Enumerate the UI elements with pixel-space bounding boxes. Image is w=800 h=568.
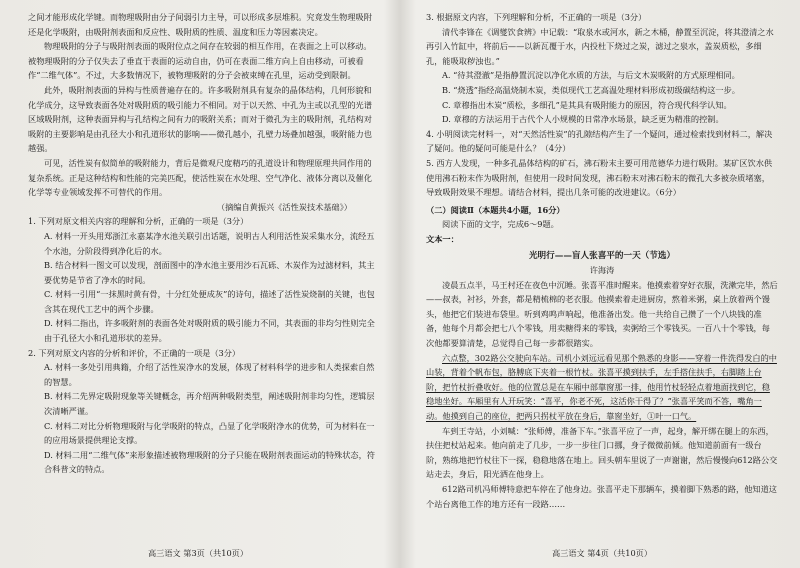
q2-option-c: C. 材料二对比分析物理吸附与化学吸附的特点，凸显了化学吸附净水的优势，可为材料在一的应用场景提供理论支撑。 [44, 420, 375, 446]
paragraph: 之间才能形成化学键。而物理吸附由分子间弱引力主导，可以形成多层堆积。究竟发生物理吸附还是化学吸附，由吸附剂表面和反应性、吸附质的性质、温度和压力等因素决定。 [28, 12, 372, 37]
text-label: 文本一： [426, 233, 459, 244]
q3-option-c: C. 章穆指出木炭“质松，多细孔”是其具有吸附能力的原因，符合现代科学认知。 [442, 99, 732, 110]
q2-option-b: B. 材料二先界定吸附现象等关键概念，再介绍两种吸附类型，阐述吸附剂非均匀性，逻辑层次清晰严谨。 [44, 391, 375, 417]
page-4-column [426, 10, 778, 511]
question-3-stem: 3. 根据原文内容，下列理解和分析，不正确的一项是（3分） [426, 12, 647, 22]
paragraph: 物理吸附的分子与吸附剂表面的吸附位点之间存在较弱的相互作用，在表面之上可以移动。被物理吸附的分子仅失去了垂直于表面的运动自由，仍可在表面二维方向上自由移动，可被看作“二维气体”。不过，大多数情况下，被物理吸附的分子会被束缚在孔里，运动受到限制。 [28, 41, 372, 81]
q1-option-c: C. 材料一引用“一抹黑时黄有骨，十分红处便成灰”的诗句，描述了活性炭烧制的关键，也包含其在现代工艺中的两个步骤。 [44, 289, 375, 314]
question-1-stem: 1. 下列对原文相关内容的理解和分析，正确的一项是（3分） [28, 216, 249, 227]
paragraph: 可见，活性炭有似简单的吸附能力，背后是微观尺度精巧的孔道设计和物理原理共同作用的复杂系统。正是这种结构和性能的完美匹配，使活性炭在水处理、空气净化、液体分离以及催化化学等专业领域发挥不可替代的作用。 [28, 157, 372, 198]
page-4 [404, 0, 800, 568]
question-2-stem: 2. 下列对原文内容的分析和评价，不正确的一项是（3分） [28, 347, 241, 358]
story-title: 光明行——盲人张喜平的一天（节选） [528, 250, 676, 261]
paragraph: 此外，吸附剂表面的异构与性质普遍存在的。许多吸附剂具有复杂的晶体结构，几何形貌和化学成分，这导致表面各处对吸附质的吸引能力不相同。对于以天然、中孔为主或以孔型的光谱区域吸附剂，这种表面异构与孔结构之间有力的吸附关系；而对于微孔为主的吸附剂，孔结构对吸附的主要影响是由孔径大小和孔道形状的影响——微孔越小，孔壁力场叠加越强，吸附能力也越强。 [28, 84, 372, 154]
story-author: 许海涛 [589, 265, 615, 276]
q3-option-a: A. “待其澄澈”是指静置沉淀以净化水质的方法，与后文木炭吸附的方式原理相同。 [442, 70, 740, 81]
q2-option-d: D. 材料二用“二维气体”来形象描述被物理吸附的分子只能在吸附剂表面运动的特殊状态，符合科普文的特点。 [44, 449, 375, 475]
q1-option-b: B. 结合材料一图文可以发现，剖面图中的净水池主要用沙石瓦砾、木炭作为过滤材料，其主要优势是节省了净水的时间。 [44, 260, 375, 285]
q1-option-d: D. 材料二指出，许多吸附剂的表面各处对吸附质的吸引能力不同，其表面的非均匀性则完全由于孔径大小和孔道形状的差异。 [44, 318, 375, 344]
page-3-footer: 高三语文 第3页（共10页） [147, 548, 249, 558]
story-paragraph-underlined: 六点整，302路公交驶向车站。司机小刘远远看见那个熟悉的身影——穿着一件洗得发白的中山装，背着个帆布包，胳膊底下夹着一根竹杖。张喜平摸到扶手，左手搭住扶手，右脚踏上台阶，把竹杖折叠收好。他的位置总是在车厢中部靠窗那一排，他用竹杖轻轻点着地面找到它，稳稳地坐好。车厢里有人开玩笑：“喜平，你老不死，这活你干得了？”张喜平笑而不答，嘴角一动。他摸到自己的座位，把两只拐杖平放在身后，靠窗坐好，①叶一口气。 [426, 352, 777, 422]
question-5-stem: 5. 西方人发现，一种多孔晶体结构的矿石，沸石粉末主要可用范德华力进行吸附。某矿区饮水供使用沸石粉末作为吸附剂，但使用一段时间发现，沸石粉末对沸石粉末的微孔大多被杂质堵塞，导致吸附效果不理想。请结合材料，提出几条可能的改进建议。（6分） [426, 157, 773, 198]
story-paragraph: 612路司机冯师傅特意把车停在了他身边。张喜平走下那辆车，摸着脚下熟悉的路，他知道这个站台离他工作的地方还有一段路…… [426, 484, 777, 509]
q1-option-a: A. 材料一开头用郑浙江永嘉某净水池关联引出话题，说明古人利用活性炭采集水分，流经五个水池，分阶段得到净化后的水。 [44, 230, 375, 256]
page-3 [0, 0, 396, 568]
page-3-column [28, 10, 376, 477]
story-paragraph: 车到王寺站，小刘喊：“张师傅，准备下车。”张喜平应了一声，起身，解开绑在腿上的东西，扶住把杖站起来。他向前走了几步，一步一步往门口挪，身子微微前倾。他知道前面有一级台阶，熟练地把竹杖往下一探，稳稳地落在地上。回头朝车里说了一声谢谢，然后慢慢向612路公交站走去，身后，阳光洒在他身上。 [426, 425, 778, 480]
source-citation: （摘编自黄振兴《活性炭技术基础》） [216, 201, 352, 212]
page-4-footer: 高三语文 第4页（共10页） [551, 548, 653, 558]
q3-option-d: D. 章穆的方法运用于古代个人小规模的日常净水场景，缺乏更为精准的控制。 [442, 114, 724, 125]
question-4-stem: 4. 小明阅读完材料一，对“天然活性炭”的孔隙结构产生了一个疑问，通过检索找到材料二，解决了疑问。他的疑问可能是什么？（4分） [426, 128, 773, 154]
q2-option-a: A. 材料一多处引用典籍，介绍了活性炭净水的发展，体现了材料科学的进步和人类探索自然的智慧。 [44, 362, 375, 387]
section-instruction: 阅读下面的文字，完成6～9题。 [442, 219, 559, 230]
story-paragraph: 凌晨五点半，马王村还在夜色中沉睡。张喜平准时醒来。他摸索着穿好衣服，洗漱完毕，然后——叔表，衬衫，外套，都是精梳棉的老衣服。他摸索着走进厨房，熬着米粥，桌上放着两个馒头，他把它们装进布袋里。听到鸡鸣声响起，他准备出发。他一共给自己攒了一个八块钱的准备，他每个月都会把七八个零钱，用卖糖得来的零钱，卖粥给三个零钱买。一百八十个零钱，每次他都要算清楚，总觉得自己每一步都很踏实。 [426, 279, 778, 349]
section-heading: （二）阅读Ⅱ（本题共4小题，16分） [426, 204, 565, 215]
question-3-quote: 清代李锋在《调燮饮食辨》中记载：“取泉水或河水，新之木桶，静置至沉淀，将其澄清之水再引入竹缸中，将前后——以新瓦覆于水，内投杜下烧过之炭，滤过之泉水，盖炭质松，多细孔，能吸取秽浊也。” [426, 26, 774, 66]
q3-option-b: B. “烧透”指经高温烧制木炭，类似现代工艺高温处理材料形成初级碳结构这一步。 [442, 84, 740, 95]
